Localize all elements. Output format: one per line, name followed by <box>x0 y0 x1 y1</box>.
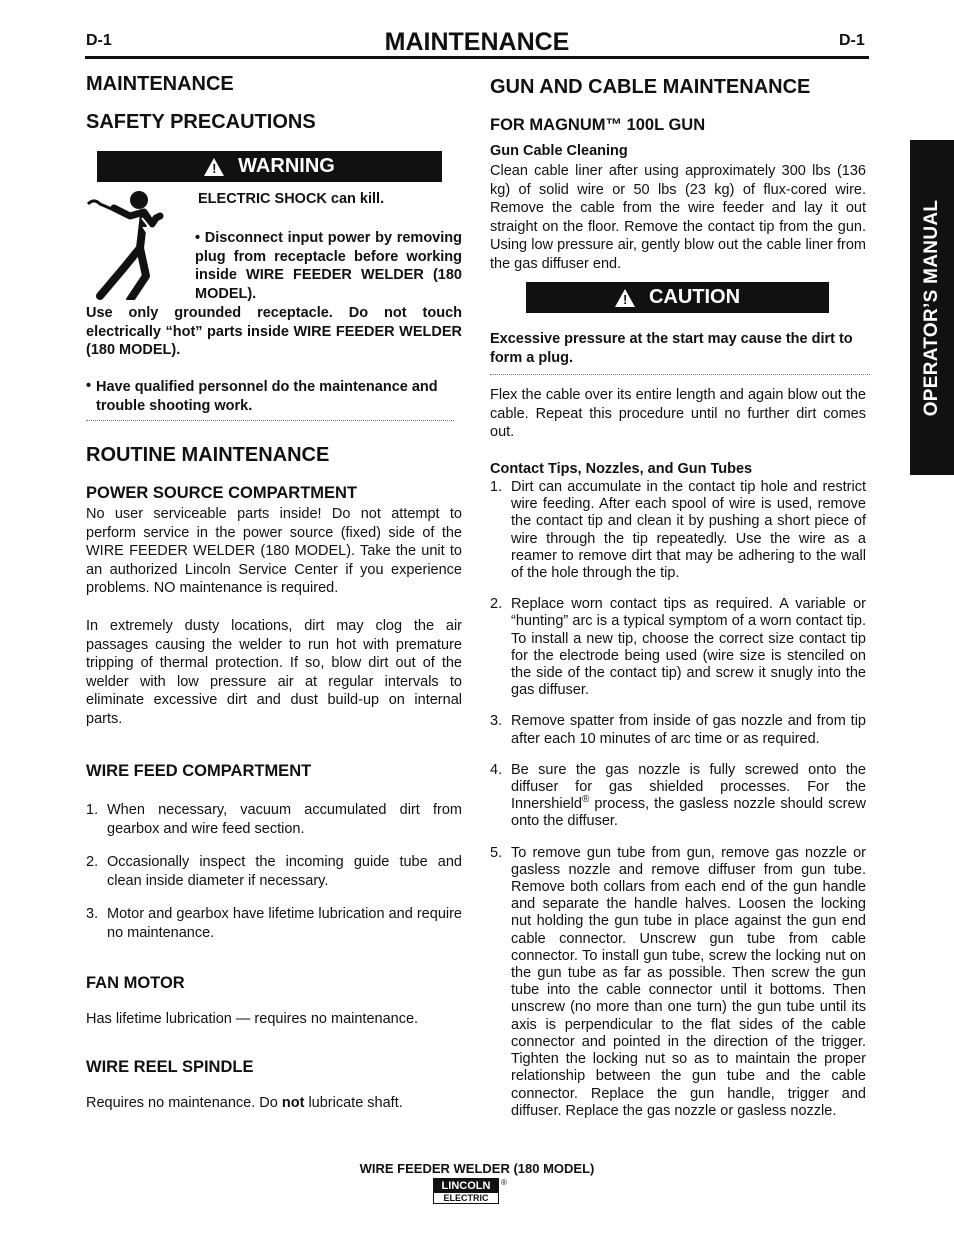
heading-gun-cable-cleaning: Gun Cable Cleaning <box>490 143 628 159</box>
caution-text: Excessive pressure at the start may cause the dirt to form a plug. <box>490 331 853 366</box>
power-source-text-2: In extremely dusty locations, dirt may clog the air passages causing the welder to run hot with premature tripping of thermal protection. If so, blow dirt out of the welder with low pressure air at regular intervals to eliminate excessive dirt and dust build-up on internal parts. <box>86 618 462 727</box>
page-number-right: D-1 <box>839 32 865 49</box>
flex-cable-text: Flex the cable over its entire length and again blow out the cable. Repeat this procedure until no further dirt comes out. <box>490 387 866 441</box>
grounded-receptacle-text: Use only grounded receptacle. Do not touch electrically “hot” parts inside WIRE FEEDER WELDER (180 MODEL). <box>86 305 462 359</box>
heading-safety-precautions: SAFETY PRECAUTIONS <box>86 111 316 133</box>
header-rule <box>85 56 869 59</box>
qualified-personnel-text: Have qualified personnel do the maintenance and trouble shooting work. <box>96 379 438 414</box>
heading-contact-tips: Contact Tips, Nozzles, and Gun Tubes <box>490 461 753 477</box>
side-tab-label: OPERATOR’S MANUAL <box>921 199 942 416</box>
cable-cleaning-text: Clean cable liner after using approximately 300 lbs (136 kg) of solid wire or 50 lbs (23 kg) of flux-cored wire. Remove the cable from the wire feeder and lay it out straight on the floor. Remove the contact tip from the gun. Using low pressure air, gently blow out the cable liner from the gas diffuser end. <box>490 163 866 272</box>
list-item: 2. Replace worn contact tips as required. A variable or “hunting” arc is a typical symptom of a worn contact tip. To install a new tip, choose the correct size contact tip for the electrode being used (wire size is stenciled on the side of the contact tip) and screw it snugly into the gas diffuser. <box>490 596 866 699</box>
divider <box>490 374 870 375</box>
list-item: 5. To remove gun tube from gun, remove gas nozzle or gasless nozzle and remove diffuser from gun tube. Remove both collars from each end of the gun handle and separate the handle halves. Loosen the locking nut holding the gun tube in place against the gun end cable connector. Unscrew gun tube from cable connector. To install gun tube, screw the locking nut on the gun tube as far as possible. Then screw the gun tube into the cable connector until it bottoms. Then unscrew (no more than one turn) the gun tube until its axis is perpendicular to the flat sides of the cable connector and pointed in the direction of the trigger. Tighten the locking nut so as to maintain the proper relationship between the gun tube and the cable connector. Replace the gun handle, trigger and diffuser. Replace the gas nozzle or gasless nozzle. <box>490 844 866 1119</box>
contact-tips-list <box>490 479 866 1120</box>
page-title: MAINTENANCE <box>384 28 570 56</box>
list-item: 2. Occasionally inspect the incoming guide tube and clean inside diameter if necessary. <box>86 854 462 889</box>
wire-feed-list <box>86 801 462 943</box>
heading-routine-maintenance: ROUTINE MAINTENANCE <box>86 444 330 466</box>
warning-label: WARNING <box>238 155 335 177</box>
power-source-text-1: No user serviceable parts inside! Do not attempt to perform service in the power source (fixed) side of the WIRE FEEDER WELDER (180 MODEL). Take the unit to an authorized Lincoln Service Center if you experience problems. NO maintenance is required. <box>86 506 462 597</box>
heading-power-source: POWER SOURCE COMPARTMENT <box>86 484 358 502</box>
logo-registered-mark: ® <box>501 1178 507 1187</box>
heading-magnum-gun: FOR MAGNUM™ 100L GUN <box>490 116 706 134</box>
caution-label: CAUTION <box>648 286 741 308</box>
logo-bottom: ELECTRIC <box>433 1192 499 1204</box>
heading-gun-cable-maintenance: GUN AND CABLE MAINTENANCE <box>490 76 811 98</box>
wire-reel-text: Requires no maintenance. Do not lubricate shaft. <box>86 1095 403 1111</box>
list-item: 1. Dirt can accumulate in the contact tip hole and restrict wire feeding. After each spool of wire is used, remove the contact tip and clean it by pushing a short piece of wire through the tip repeatedly. Use the wire as a reamer to remove dirt that may be adhering to the wall of the hole through the tip. <box>490 479 866 582</box>
heading-wire-feed: WIRE FEED COMPARTMENT <box>86 762 312 780</box>
shock-title: ELECTRIC SHOCK can kill. <box>198 191 385 207</box>
logo-top: LINCOLN <box>433 1178 499 1192</box>
footer-model: WIRE FEEDER WELDER (180 MODEL) <box>359 1161 595 1176</box>
heading-maintenance: MAINTENANCE <box>86 73 234 95</box>
caution-icon <box>615 289 635 307</box>
heading-fan-motor: FAN MOTOR <box>86 974 185 992</box>
shock-disconnect-bullet: • Disconnect input power by removing plug from receptacle before working inside WIRE FEEDER WELDER (180 MODEL). <box>195 230 462 303</box>
list-item: 3. Motor and gearbox have lifetime lubrication and require no maintenance. <box>86 906 462 941</box>
side-tab <box>910 140 954 475</box>
list-item: 3. Remove spatter from inside of gas nozzle and from tip after each 10 minutes of arc time or as required. <box>490 713 866 747</box>
warning-icon <box>204 158 224 176</box>
list-item: 4. Be sure the gas nozzle is fully screwed onto the diffuser for gas shielded processes. For the Innershield® process, the gasless nozzle should screw onto the diffuser. <box>490 761 866 830</box>
lincoln-electric-logo <box>433 1178 509 1206</box>
list-item: 1. When necessary, vacuum accumulated dirt from gearbox and wire feed section. <box>86 802 462 837</box>
page-number-left: D-1 <box>86 32 112 49</box>
electric-shock-icon <box>86 188 190 300</box>
qualified-bullet: • <box>86 378 92 394</box>
caution-banner <box>526 282 829 313</box>
fan-motor-text: Has lifetime lubrication — requires no maintenance. <box>86 1011 419 1027</box>
divider <box>86 420 454 421</box>
warning-banner <box>97 151 442 182</box>
heading-wire-reel-spindle: WIRE REEL SPINDLE <box>86 1058 254 1076</box>
